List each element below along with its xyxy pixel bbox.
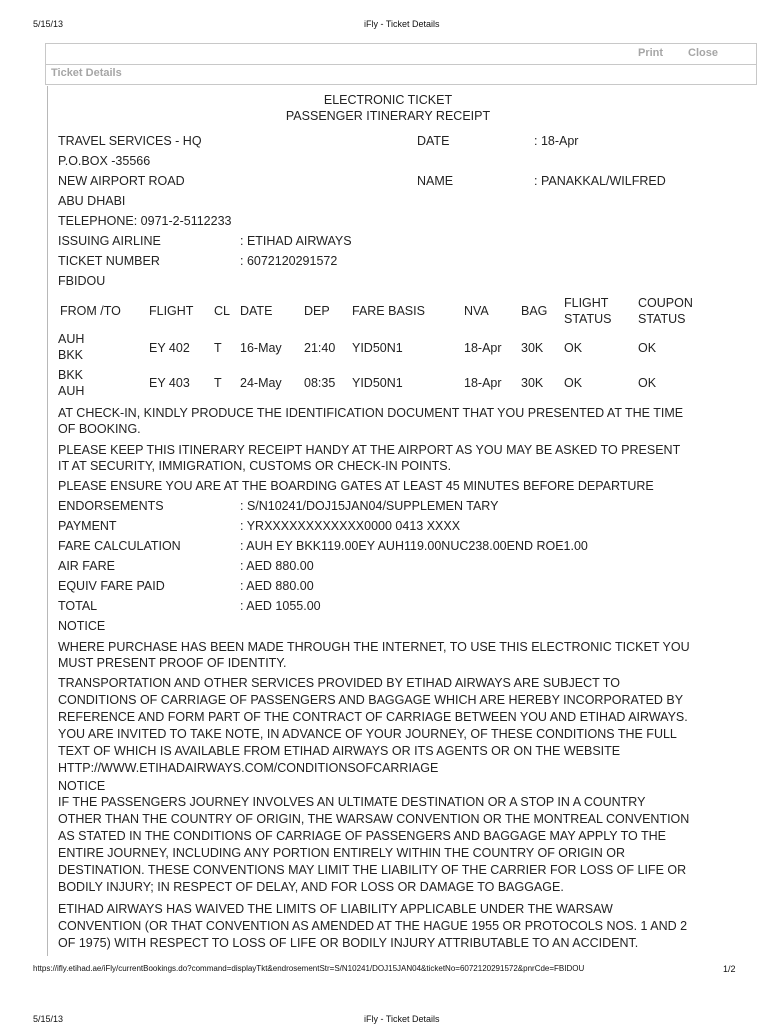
row2-coupon-status: OK (638, 376, 657, 390)
print-footer-url: https://ifly.etihad.ae/iFly/currentBookings.do?command=displayTkt&endrosementStr=S/N10241/DOJ15JAN04&ticketNo=6072120291572&pnrCde=FBIDOU (33, 964, 585, 973)
endorsements-value: : S/N10241/DOJ15JAN04/SUPPLEMEN TARY (240, 499, 499, 513)
notice-heading-2: NOTICE (58, 779, 106, 793)
row1-dep: 21:40 (304, 341, 336, 355)
ticket-number-value: : 6072120291572 (240, 254, 338, 268)
row2-fare-basis: YID50N1 (352, 376, 403, 390)
col-bag: BAG (521, 304, 548, 318)
row2-to: AUH (58, 384, 85, 398)
row1-flight-status: OK (564, 341, 583, 355)
col-flight-status-2: STATUS (564, 312, 612, 326)
internet-note-1: WHERE PURCHASE HAS BEEN MADE THROUGH THE INTERNET, TO USE THIS ELECTRONIC TICKET YOU (58, 640, 690, 654)
next-page-header-title: iFly - Ticket Details (364, 1014, 440, 1024)
keep-note-1: PLEASE KEEP THIS ITINERARY RECEIPT HANDY AT THE AIRPORT AS YOU MAY BE ASKED TO PRESENT (58, 443, 681, 457)
row2-nva: 18-Apr (464, 376, 502, 390)
total-label: TOTAL (58, 599, 98, 613)
transport-note-4: YOU ARE INVITED TO TAKE NOTE, IN ADVANCE OF YOUR JOURNEY, OF THESE CONDITIONS THE FULL (58, 727, 677, 741)
address-line2: P.O.BOX -35566 (58, 154, 151, 168)
row2-from: BKK (58, 368, 84, 382)
name-value: : PANAKKAL/WILFRED (534, 174, 666, 188)
air-fare-value: : AED 880.00 (240, 559, 314, 573)
ticket-details-header (45, 64, 757, 85)
date-value: : 18-Apr (534, 134, 579, 148)
col-nva: NVA (464, 304, 489, 318)
journey-note-1: IF THE PASSENGERS JOURNEY INVOLVES AN ULTIMATE DESTINATION OR A STOP IN A COUNTRY (58, 795, 646, 809)
row1-fare-basis: YID50N1 (352, 341, 403, 355)
toolbar (45, 43, 757, 65)
col-fare-basis: FARE BASIS (352, 304, 425, 318)
equiv-fare-label: EQUIV FARE PAID (58, 579, 165, 593)
transport-note-2: CONDITIONS OF CARRIAGE OF PASSENGERS AND BAGGAGE WHICH ARE HEREBY INCORPORATED BY (58, 693, 684, 707)
fare-calc-label: FARE CALCULATION (58, 539, 181, 553)
address-line3: NEW AIRPORT ROAD (58, 174, 185, 188)
transport-note-3: REFERENCE AND FORM PART OF THE CONTRACT OF CARRIAGE BETWEEN YOU AND ETIHAD AIRWAYS. (58, 710, 688, 724)
row2-bag: 30K (521, 376, 544, 390)
checkin-note-1: AT CHECK-IN, KINDLY PRODUCE THE IDENTIFICATION DOCUMENT THAT YOU PRESENTED AT THE TIME (58, 406, 684, 420)
waiver-note-3: OF 1975) WITH RESPECT TO LOSS OF LIFE OR BODILY INJURY ATTRIBUTABLE TO AN ACCIDENT. (58, 936, 639, 950)
close-button[interactable]: Close (688, 47, 718, 59)
journey-note-3: AS STATED IN THE CONDITIONS OF CARRIAGE OF PASSENGERS AND BAGGAGE MAY APPLY TO THE (58, 829, 667, 843)
print-footer-page: 1/2 (723, 964, 736, 974)
ticket-content (47, 86, 728, 956)
print-header-title: iFly - Ticket Details (364, 19, 440, 29)
waiver-note-1: ETIHAD AIRWAYS HAS WAIVED THE LIMITS OF LIABILITY APPLICABLE UNDER THE WARSAW (58, 902, 613, 916)
row2-flight-status: OK (564, 376, 583, 390)
row1-flight: EY 402 (149, 341, 190, 355)
row1-bag: 30K (521, 341, 544, 355)
journey-note-4: ENTIRE JOURNEY, INCLUDING ANY PORTION ENTIRELY WITHIN THE COUNTRY OF ORIGIN OR (58, 846, 625, 860)
row2-cl: T (214, 376, 222, 390)
journey-note-2: OTHER THAN THE COUNTRY OF ORIGIN, THE WARSAW CONVENTION OR THE MONTREAL CONVENTION (58, 812, 690, 826)
date-label: DATE (417, 134, 450, 148)
row1-to: BKK (58, 348, 84, 362)
ticket-title-line2: PASSENGER ITINERARY RECEIPT (285, 109, 491, 123)
payment-value: : YRXXXXXXXXXXXX0000 0413 XXXX (240, 519, 461, 533)
telephone: TELEPHONE: 0971-2-5112233 (58, 214, 232, 228)
pnr-code: FBIDOU (58, 274, 106, 288)
col-coupon-status-2: STATUS (638, 312, 686, 326)
address-line1: TRAVEL SERVICES - HQ (58, 134, 202, 148)
transport-note-5: TEXT OF WHICH IS AVAILABLE FROM ETIHAD AIRWAYS OR ITS AGENTS OR ON THE WEBSITE (58, 744, 621, 758)
journey-note-6: BODILY INJURY; IN RESPECT OF DELAY, AND FOR LOSS OR DAMAGE TO BAGGAGE. (58, 880, 564, 894)
payment-label: PAYMENT (58, 519, 117, 533)
col-coupon-status-1: COUPON (638, 296, 693, 310)
col-from-to: FROM /TO (60, 304, 121, 318)
name-label: NAME (417, 174, 454, 188)
print-button[interactable]: Print (638, 47, 664, 59)
fare-calc-value: : AUH EY BKK119.00EY AUH119.00NUC238.00END ROE1.00 (240, 539, 588, 553)
row2-dep: 08:35 (304, 376, 336, 390)
row1-from: AUH (58, 332, 85, 346)
ticket-number-label: TICKET NUMBER (58, 254, 160, 268)
col-date: DATE (240, 304, 273, 318)
row2-date: 24-May (240, 376, 282, 390)
row1-coupon-status: OK (638, 341, 657, 355)
waiver-note-2: CONVENTION (OR THAT CONVENTION AS AMENDED AT THE HAGUE 1955 OR PROTOCOLS NOS. 1 AND 2 (58, 919, 688, 933)
endorsements-label: ENDORSEMENTS (58, 499, 164, 513)
checkin-note-2: OF BOOKING. (58, 422, 141, 436)
ticket-title-line1: ELECTRONIC TICKET (323, 93, 453, 107)
air-fare-label: AIR FARE (58, 559, 115, 573)
equiv-fare-value: : AED 880.00 (240, 579, 314, 593)
col-dep: DEP (304, 304, 330, 318)
transport-note-1: TRANSPORTATION AND OTHER SERVICES PROVIDED BY ETIHAD AIRWAYS ARE SUBJECT TO (58, 676, 620, 690)
keep-note-2: IT AT SECURITY, IMMIGRATION, CUSTOMS OR CHECK-IN POINTS. (58, 459, 452, 473)
journey-note-5: DESTINATION. THESE CONVENTIONS MAY LIMIT THE LIABILITY OF THE CARRIER FOR LOSS OF LIFE OR (58, 863, 687, 877)
internet-note-2: MUST PRESENT PROOF OF IDENTITY. (58, 656, 287, 670)
col-cl: CL (214, 304, 230, 318)
row1-nva: 18-Apr (464, 341, 502, 355)
notice-heading-1: NOTICE (58, 619, 106, 633)
next-page-header-date: 5/15/13 (33, 1014, 64, 1024)
address-line4: ABU DHABI (58, 194, 126, 208)
ticket-details-label: Ticket Details (51, 67, 122, 79)
print-header-date: 5/15/13 (33, 19, 64, 29)
row2-flight: EY 403 (149, 376, 190, 390)
total-value: : AED 1055.00 (240, 599, 321, 613)
issuing-airline-label: ISSUING AIRLINE (58, 234, 161, 248)
row1-date: 16-May (240, 341, 282, 355)
gates-note: PLEASE ENSURE YOU ARE AT THE BOARDING GATES AT LEAST 45 MINUTES BEFORE DEPARTURE (58, 479, 654, 493)
conditions-link[interactable]: HTTP://WWW.ETIHADAIRWAYS.COM/CONDITIONSOFCARRIAGE (58, 761, 439, 775)
issuing-airline-value: : ETIHAD AIRWAYS (240, 234, 352, 248)
col-flight: FLIGHT (149, 304, 194, 318)
row1-cl: T (214, 341, 222, 355)
col-flight-status-1: FLIGHT (564, 296, 609, 310)
